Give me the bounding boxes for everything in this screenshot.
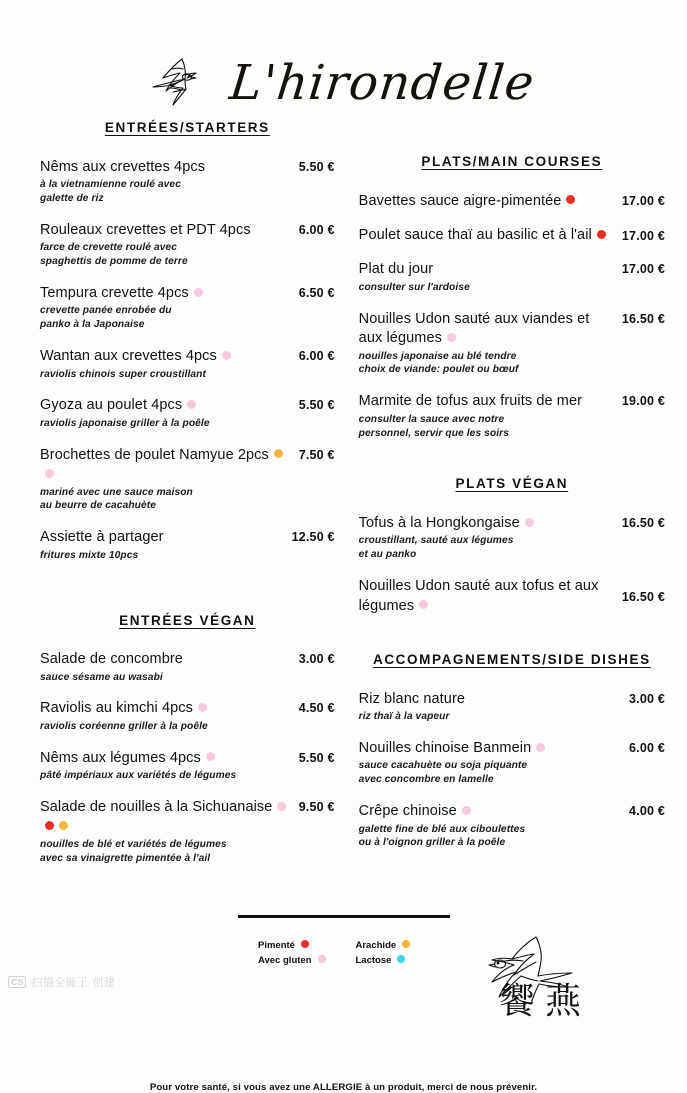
menu-item <box>40 221 335 269</box>
allergen-dot-arachide <box>274 449 283 458</box>
legend-dot-gluten <box>318 955 326 963</box>
menu-item-name <box>40 284 293 303</box>
menu-item-name-text: Marmite de tofus aux fruits de mer <box>358 393 583 410</box>
menu-item-description: croustillant, sauté aux légumes et au panko <box>358 535 514 561</box>
menu-item-body <box>40 396 293 430</box>
menu-item-description: raviolis chinois super croustillant <box>40 368 206 380</box>
section-heading-accompagnements: ACCOMPAGNEMENTS/SIDE DISHES <box>372 652 651 668</box>
menu-item-name <box>359 690 623 709</box>
menu-item-body <box>359 690 623 724</box>
menu-item-name <box>40 221 293 240</box>
legend-entry-arachide <box>356 940 411 951</box>
legend-dot-pimente <box>301 940 309 948</box>
emblem-characters: 饗燕 <box>498 980 591 1022</box>
allergen-dot-gluten <box>198 703 207 712</box>
menu-item-name-text: Rouleaux crevettes et PDT 4pcs <box>40 221 251 238</box>
allergen-dot-gluten <box>194 288 203 297</box>
menu-item-description: sauce sésame au wasabi <box>40 671 163 683</box>
menu-item-name-text: Nouilles chinoise Banmein <box>358 739 532 756</box>
menu-item-description: raviolis coréenne griller à la poêle <box>40 720 208 732</box>
menu-item-name <box>40 158 293 177</box>
allergen-dot-gluten <box>222 351 231 360</box>
section-heading-plats-vegan: PLATS VÉGAN <box>455 476 569 492</box>
menu-item <box>40 699 335 733</box>
menu-item-name <box>40 396 293 415</box>
menu-item-price: 6.00 € <box>298 349 335 364</box>
menu-item-description: pâté impériaux aux variétés de légumes <box>40 770 237 782</box>
menu-item <box>359 310 665 378</box>
menu-item-name-text: Tofus à la Hongkongaise <box>358 515 520 532</box>
menu-item-price: 12.50 € <box>291 530 335 545</box>
menu-item-price: 16.50 € <box>621 311 665 326</box>
emblem <box>465 934 615 1020</box>
allergen-dot-arachide <box>59 821 68 830</box>
menu-item-body <box>359 192 616 211</box>
menu-item-price: 7.50 € <box>298 447 335 462</box>
menu-item-price: 4.50 € <box>298 701 335 716</box>
allergen-dot-gluten <box>187 400 196 409</box>
menu-item-price: 5.50 € <box>298 159 335 174</box>
menu-item-description: nouilles japonaise au blé tendre choix de viande: poulet ou bœuf <box>358 350 519 376</box>
menu-item-description: consulter la sauce avec notre personnel, servir que les soirs <box>358 413 509 439</box>
menu-item-body <box>40 699 293 733</box>
menu-item-price: 3.00 € <box>629 691 665 706</box>
menu-item-body <box>40 528 286 562</box>
menu-item-name-text: Nouilles Udon sauté aux tofus et aux légumes <box>358 578 599 614</box>
menu-item-body <box>40 221 293 269</box>
menu-item-price: 19.00 € <box>621 394 665 409</box>
menu-item-name <box>359 739 623 758</box>
menu-item-price: 17.00 € <box>621 194 665 209</box>
menu-item-body <box>40 798 293 866</box>
allergen-dot-pimente <box>597 230 606 239</box>
menu-item-price: 16.50 € <box>621 589 665 604</box>
allergy-disclaimer: Pour votre santé, si vous avez une ALLERGIE à un produit, merci de nous prévenir. <box>149 1081 538 1093</box>
allergen-dot-gluten <box>45 469 54 478</box>
menu-item-name-text: Nêms aux crevettes 4pcs <box>40 158 206 175</box>
menu-item <box>359 802 665 850</box>
menu-item-name <box>40 749 293 768</box>
menu-item-name <box>359 226 616 245</box>
allergen-legend <box>258 940 410 966</box>
menu-item-description: galette fine de blé aux ciboulettes ou à l'oignon griller à la poêle <box>358 823 526 849</box>
menu-item-price: 6.00 € <box>629 740 665 755</box>
menu-item <box>359 514 665 562</box>
footer-divider <box>238 915 450 918</box>
legend-dot-lactose <box>397 955 405 963</box>
menu-item-name <box>359 802 623 821</box>
watermark-badge: CS <box>8 976 26 989</box>
menu-item-body <box>359 802 623 850</box>
menu-item-price: 9.50 € <box>298 800 335 815</box>
allergen-dot-gluten <box>536 743 545 752</box>
legend-entry-lactose <box>356 955 411 966</box>
menu-item-description: consulter sur l'ardoise <box>358 281 470 293</box>
allergen-dot-pimente <box>566 195 575 204</box>
section-heading-entrees-vegan: ENTRÉES VÉGAN <box>119 612 256 628</box>
allergen-dot-gluten <box>525 518 534 527</box>
menu-item-name-text: Brochettes de poulet Namyue 2pcs <box>40 446 269 463</box>
menu-item-description: riz thaï à la vapeur <box>358 711 450 723</box>
restaurant-logo <box>0 0 687 118</box>
menu-item-body <box>359 260 616 294</box>
allergen-dot-pimente <box>45 821 54 830</box>
menu-item <box>40 749 335 783</box>
legend-label: Pimenté <box>258 939 295 951</box>
menu-item-price: 5.50 € <box>298 398 335 413</box>
legend-dot-arachide <box>402 940 410 948</box>
allergen-dot-gluten <box>206 752 215 761</box>
menu-item-name-text: Nêms aux légumes 4pcs <box>40 749 201 766</box>
menu-item-body <box>40 749 293 783</box>
menu-item <box>359 260 665 294</box>
menu-item-name <box>359 392 616 411</box>
menu-item <box>359 226 665 245</box>
menu-item-price: 4.00 € <box>629 804 665 819</box>
menu-item <box>40 650 335 684</box>
legend-label: Avec gluten <box>258 954 312 966</box>
menu-item-description: farce de crevette roulé avec spaghettis de pomme de terre <box>40 242 188 268</box>
menu-item-name <box>40 347 293 366</box>
menu-item-body <box>359 310 616 378</box>
menu-item-name <box>40 650 293 669</box>
swallow-bird-icon <box>152 55 224 111</box>
menu-item <box>40 158 335 206</box>
menu-item-description: raviolis japonaise griller à la poêle <box>40 417 210 429</box>
menu-column-left <box>22 118 335 881</box>
menu-item-description: mariné avec une sauce maison au beurre de cacahuète <box>40 486 193 512</box>
menu-item <box>40 446 335 514</box>
camscanner-watermark <box>8 974 115 990</box>
menu-item-description: fritures mixte 10pcs <box>40 549 139 561</box>
menu-item <box>40 347 335 381</box>
legend-entry-pimente <box>258 940 326 951</box>
menu-item-name-text: Salade de concombre <box>40 651 183 668</box>
menu-item-name-text: Crêpe chinoise <box>358 803 457 820</box>
menu-item <box>40 396 335 430</box>
menu-item-body <box>40 284 293 332</box>
allergen-dot-gluten <box>462 806 471 815</box>
section-heading-plats: PLATS/MAIN COURSES <box>421 154 603 169</box>
legend-label: Arachide <box>355 939 397 951</box>
menu-item-body <box>40 347 293 381</box>
menu-item-name <box>40 699 293 718</box>
menu-item-body <box>40 158 293 206</box>
menu-item-body <box>40 446 293 514</box>
menu-item-description: à la vietnamienne roulé avec galette de riz <box>40 178 181 204</box>
menu-item-price: 17.00 € <box>621 228 665 243</box>
menu-item-name-text: Raviolis au kimchi 4pcs <box>40 700 193 717</box>
menu-item-price: 16.50 € <box>621 516 665 531</box>
watermark-text: 扫描全能王 创建 <box>31 976 116 989</box>
menu-item-name <box>359 192 616 211</box>
menu-item-body <box>359 226 616 245</box>
menu-item-body <box>359 577 616 616</box>
menu-item-name-text: Bavettes sauce aigre-pimentée <box>358 192 562 209</box>
menu-item-price: 3.00 € <box>298 652 335 667</box>
menu-item-body <box>359 739 623 787</box>
menu-item-description: crevette panée enrobée du panko à la Japonaise <box>40 305 172 331</box>
menu-item-price: 17.00 € <box>621 262 665 277</box>
restaurant-name: L'hirondelle <box>227 55 538 111</box>
menu-item <box>40 798 335 866</box>
menu-item-name-text: Gyoza au poulet 4pcs <box>40 397 183 414</box>
menu-item <box>40 528 335 562</box>
menu-item-name-text: Plat du jour <box>358 261 434 278</box>
menu-item-body <box>359 392 616 440</box>
menu-item <box>40 284 335 332</box>
allergen-dot-gluten <box>447 333 456 342</box>
menu-item-name <box>359 577 616 616</box>
menu-item-name <box>40 528 286 547</box>
menu-item-name <box>359 514 616 533</box>
menu-item-name-text: Nouilles Udon sauté aux viandes et aux légumes <box>358 310 590 347</box>
menu-item-name-text: Wantan aux crevettes 4pcs <box>40 348 217 365</box>
menu-item <box>359 392 665 440</box>
menu-item-description: sauce cacahuète ou soja piquante avec concombre en lamelle <box>358 760 528 786</box>
menu-item-name <box>359 260 616 279</box>
menu-item-name-text: Salade de nouilles à la Sichuanaise <box>40 799 273 816</box>
menu-item <box>359 690 665 724</box>
section-heading-entrees: ENTRÉES/STARTERS <box>104 120 270 135</box>
menu-item-name-text: Tempura crevette 4pcs <box>40 284 189 301</box>
menu-item <box>359 739 665 787</box>
menu-item-name <box>359 310 616 349</box>
menu-item-price: 5.50 € <box>298 750 335 765</box>
footer <box>0 939 687 1093</box>
allergen-dot-gluten <box>419 600 428 609</box>
menu-columns <box>0 118 687 881</box>
menu-item-price: 6.50 € <box>298 285 335 300</box>
menu-item-body <box>359 514 616 562</box>
legend-entry-gluten <box>258 955 326 966</box>
menu-item <box>359 577 665 616</box>
menu-column-right <box>353 118 665 881</box>
menu-item-name-text: Poulet sauce thaï au basilic et à l'ail <box>358 226 592 243</box>
menu-item <box>359 192 665 211</box>
allergen-dot-gluten <box>277 802 286 811</box>
menu-item-name-text: Assiette à partager <box>40 529 164 546</box>
menu-item-name <box>40 446 293 485</box>
menu-item-price: 6.00 € <box>298 222 335 237</box>
menu-item-body <box>40 650 293 684</box>
menu-item-name <box>40 798 293 837</box>
legend-label: Lactose <box>355 954 392 966</box>
menu-item-description: nouilles de blé et variétés de légumes avec sa vinaigrette pimentée à l'ail <box>40 838 227 864</box>
menu-item-name-text: Riz blanc nature <box>358 690 466 707</box>
